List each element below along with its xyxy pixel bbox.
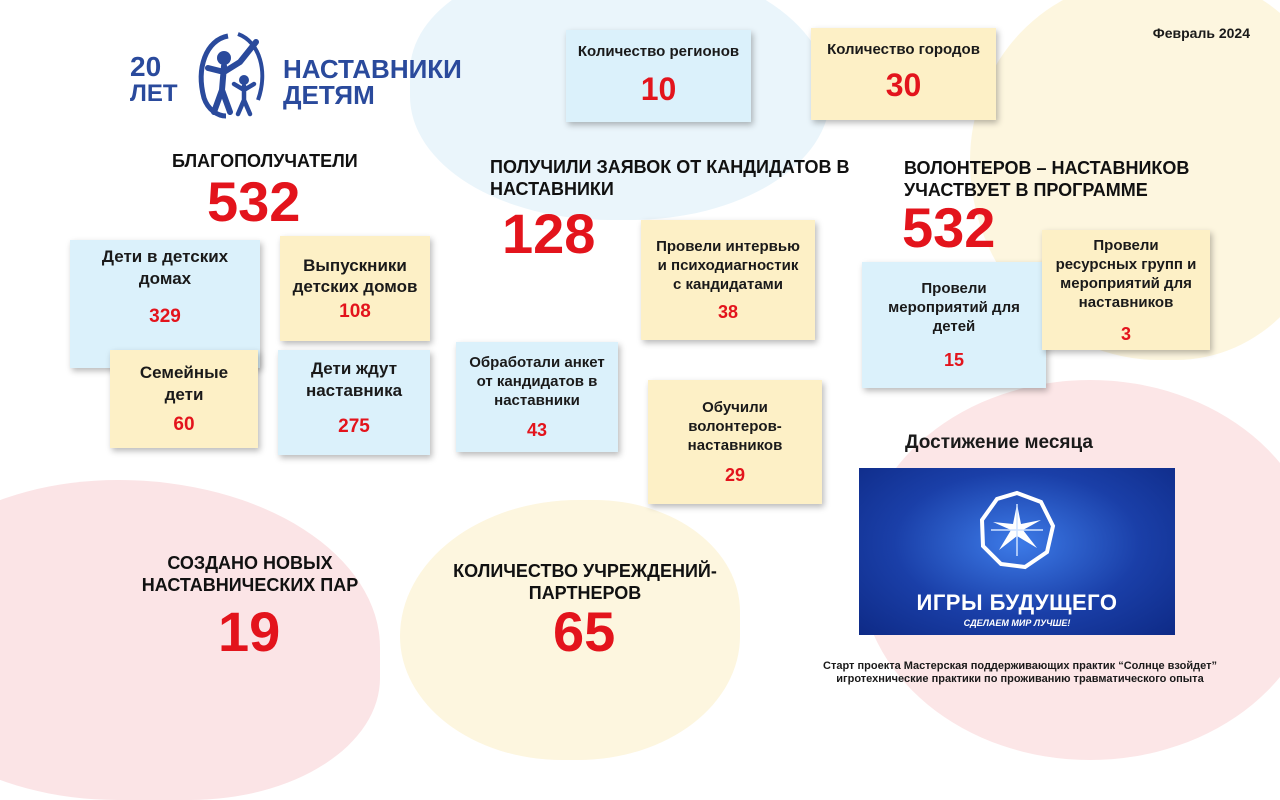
beneficiary-label-family: Семейные дети xyxy=(139,363,229,404)
beneficiary-label-graduates: Выпускники детских домов xyxy=(292,255,418,296)
beneficiary-value-graduates: 108 xyxy=(339,300,371,322)
volunteers-card-resource xyxy=(1042,230,1210,350)
logo-figures-icon xyxy=(178,28,278,120)
applications-card-interviews xyxy=(641,220,815,340)
background-blob-pink-left xyxy=(0,480,380,800)
applications-card-forms xyxy=(456,342,618,452)
logo-text-let: ЛЕТ xyxy=(130,80,178,107)
volunteers-value: 532 xyxy=(902,196,996,259)
beneficiary-card-waiting xyxy=(278,350,430,455)
volunteers-card-events xyxy=(862,262,1046,388)
applications-label-forms: Обработали анкет от кандидатов в наставники xyxy=(469,354,605,409)
applications-value-interviews: 38 xyxy=(717,302,739,322)
cities-card xyxy=(811,28,996,120)
achievement-caption-line2: игротехнические практики по проживанию травматического опыта xyxy=(836,673,1204,685)
applications-value-forms: 43 xyxy=(526,420,548,440)
achievement-banner xyxy=(859,468,1175,635)
beneficiary-value-orphanage: 329 xyxy=(149,306,181,327)
regions-label: Количество регионов xyxy=(577,43,740,60)
applications-value-trained: 29 xyxy=(724,465,746,485)
applications-label-trained: Обучили волонтеров-наставников xyxy=(687,399,783,454)
partners-value: 65 xyxy=(553,600,616,663)
volunteers-label-events: Провели мероприятий для детей xyxy=(888,280,1020,335)
pairs-heading: СОЗДАНО НОВЫХ НАСТАВНИЧЕСКИХ ПАР xyxy=(141,553,359,595)
applications-label-interviews: Провели интервью и психодиагностик с кандидатами xyxy=(656,238,800,293)
logo-text-detyam: ДЕТЯМ xyxy=(283,80,375,110)
achievement-heading: Достижение месяца xyxy=(905,432,1093,453)
banner-subtitle: СДЕЛАЕМ МИР ЛУЧШЕ! xyxy=(963,618,1071,628)
beneficiary-label-orphanage: Дети в детских домах xyxy=(101,247,229,288)
beneficiary-value-family: 60 xyxy=(173,414,195,435)
volunteers-label-resource: Провели ресурсных групп и мероприятий для наставников xyxy=(1055,236,1197,311)
cities-value: 30 xyxy=(885,67,922,103)
beneficiary-card-orphanage xyxy=(70,240,260,368)
star-compass-icon xyxy=(977,490,1057,570)
banner-title: ИГРЫ БУДУЩЕГО xyxy=(916,590,1118,615)
beneficiaries-heading: БЛАГОПОЛУЧАТЕЛИ xyxy=(172,151,358,171)
beneficiary-label-waiting: Дети ждут наставника xyxy=(305,359,403,400)
report-date: Февраль 2024 xyxy=(1152,25,1250,41)
volunteers-value-events: 15 xyxy=(943,350,965,370)
beneficiary-card-family xyxy=(110,350,258,448)
volunteers-value-resource: 3 xyxy=(1120,323,1131,344)
logo xyxy=(120,28,460,120)
applications-heading: ПОЛУЧИЛИ ЗАЯВОК ОТ КАНДИДАТОВ В НАСТАВНИКИ xyxy=(490,157,850,199)
regions-card xyxy=(566,30,751,122)
beneficiary-card-graduates xyxy=(280,236,430,341)
applications-card-trained xyxy=(648,380,822,504)
logo-text-20: 20 xyxy=(130,51,162,82)
beneficiaries-value: 532 xyxy=(207,170,301,233)
logo-text-nastavniki: НАСТАВНИКИ xyxy=(283,54,462,84)
volunteers-heading: ВОЛОНТЕРОВ – НАСТАВНИКОВ УЧАСТВУЕТ В ПРОГРАММЕ xyxy=(904,158,1190,200)
pairs-value: 19 xyxy=(218,600,281,663)
beneficiary-value-waiting: 275 xyxy=(338,416,370,437)
partners-heading: КОЛИЧЕСТВО УЧРЕЖДЕНИЙ-ПАРТНЕРОВ xyxy=(453,561,717,603)
cities-label: Количество городов xyxy=(827,41,980,58)
regions-value: 10 xyxy=(640,71,677,107)
achievement-caption-line1: Старт проекта Мастерская поддерживающих практик “Солнце взойдет” xyxy=(823,660,1217,672)
applications-value: 128 xyxy=(502,202,596,265)
